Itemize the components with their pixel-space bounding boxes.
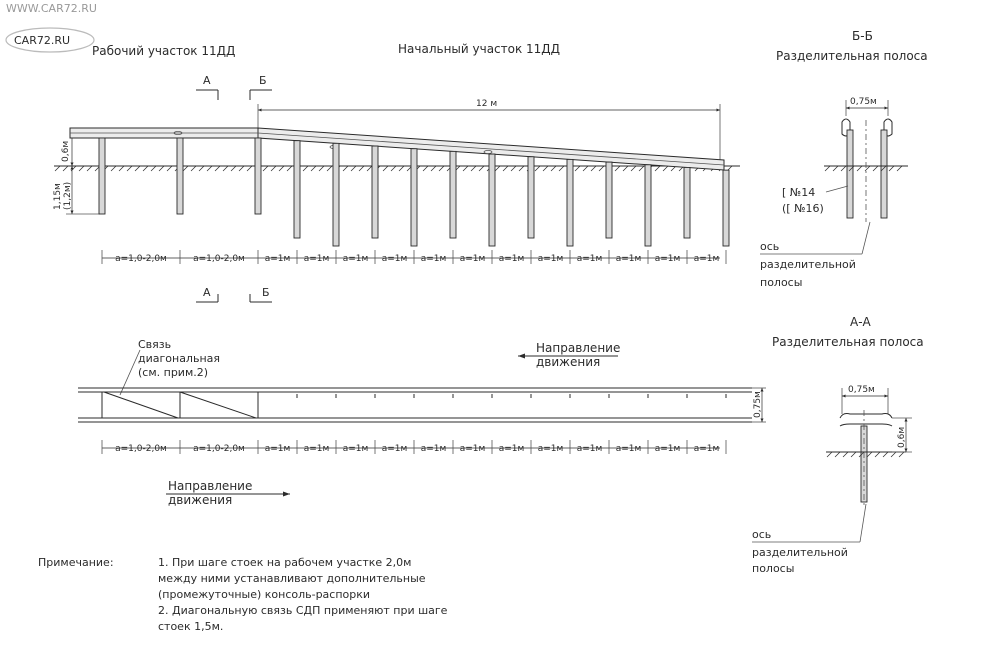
spacing-label: a=1м <box>381 254 408 264</box>
section-marker-b-bottom <box>250 286 272 302</box>
depth-dimension <box>53 166 100 214</box>
note-line-4: 2. Диагональную связь СДП применяют при шаге <box>158 604 448 617</box>
spacing-label: a=1м <box>303 444 330 454</box>
spacing-dimensions-elevation <box>102 250 726 264</box>
post <box>177 138 183 214</box>
svg-text:ось: ось <box>752 528 772 541</box>
svg-text:0,6м: 0,6м <box>897 426 907 448</box>
spacing-label: a=1м <box>615 254 642 264</box>
section-bb-title: Б-Б <box>852 29 873 43</box>
spacing-label: a=1м <box>381 444 408 454</box>
ground-line <box>54 166 740 171</box>
spacing-label: a=1м <box>498 444 525 454</box>
spacing-label: a=1м <box>264 444 291 454</box>
traffic-direction-top <box>518 341 620 369</box>
svg-text:0,75м: 0,75м <box>848 385 875 395</box>
spacing-label: a=1м <box>264 254 291 264</box>
svg-text:разделительной: разделительной <box>760 258 856 271</box>
svg-text:Направление: Направление <box>536 341 621 355</box>
spacing-label: a=1м <box>459 254 486 264</box>
svg-text:диагональная: диагональная <box>138 352 221 365</box>
note-line-5: стоек 1,5м. <box>158 620 224 633</box>
spacing-label: a=1,0-2,0м <box>193 254 245 264</box>
plan-width-dimension <box>752 388 766 422</box>
section-marker-a-bottom <box>196 286 218 302</box>
spacing-label: a=1,0-2,0м <box>115 254 167 264</box>
svg-text:0,6м: 0,6м <box>61 140 71 162</box>
post <box>723 170 729 246</box>
section-bb <box>760 29 928 289</box>
spacing-label: a=1м <box>498 254 525 264</box>
spacing-label: a=1м <box>342 444 369 454</box>
svg-text:Связь: Связь <box>138 338 172 351</box>
section-aa <box>752 315 924 575</box>
spacing-label: a=1м <box>537 444 564 454</box>
spacing-label: a=1м <box>693 444 720 454</box>
spacing-label: a=1м <box>459 444 486 454</box>
svg-text:полосы: полосы <box>752 562 795 575</box>
post <box>606 162 612 238</box>
spacing-label: a=1,0-2,0м <box>115 444 167 454</box>
post <box>99 138 105 214</box>
plan-view <box>78 338 766 507</box>
post <box>645 165 651 246</box>
svg-text:1,15м: 1,15м <box>53 183 63 210</box>
spacing-label: a=1м <box>420 254 447 264</box>
spacing-dimensions-plan <box>102 440 726 454</box>
post <box>489 154 495 246</box>
notes-block <box>38 556 448 633</box>
spacing-label: a=1м <box>303 254 330 264</box>
post <box>333 143 339 246</box>
traffic-direction-bottom <box>166 479 290 507</box>
svg-text:Б: Б <box>262 286 270 299</box>
elevation-view <box>53 42 740 302</box>
post <box>567 159 573 246</box>
post <box>450 151 456 238</box>
spacing-label: a=1м <box>654 254 681 264</box>
spacing-label: a=1м <box>693 254 720 264</box>
svg-text:А: А <box>203 286 211 299</box>
spacing-label: a=1м <box>537 254 564 264</box>
spacing-label: a=1м <box>576 254 603 264</box>
watermark-logo <box>6 28 94 52</box>
svg-text:0,75м: 0,75м <box>753 391 763 418</box>
notes-heading: Примечание: <box>38 556 114 569</box>
post <box>294 141 300 238</box>
note-line-2: между ними устанавливают дополнительные <box>158 572 426 585</box>
svg-text:полосы: полосы <box>760 276 803 289</box>
svg-text:А: А <box>203 74 211 87</box>
section-aa-subtitle: Разделительная полоса <box>772 335 924 349</box>
label-initial-section: Начальный участок 11ДД <box>398 42 561 56</box>
diagonal-bracing-note <box>120 338 220 395</box>
section-bb-subtitle: Разделительная полоса <box>776 49 928 63</box>
note-line-1: 1. При шаге стоек на рабочем участке 2,0м <box>158 556 412 569</box>
svg-text:0,75м: 0,75м <box>850 97 877 107</box>
svg-text:(см. прим.2): (см. прим.2) <box>138 366 209 379</box>
post <box>684 167 690 238</box>
post <box>528 157 534 238</box>
svg-text:Б: Б <box>259 74 267 87</box>
svg-text:движения: движения <box>536 355 601 369</box>
watermark-url: WWW.CAR72.RU <box>6 2 97 15</box>
guard-rail-beam <box>70 128 724 170</box>
plan-rails <box>78 388 752 422</box>
svg-text:(1,2м): (1,2м) <box>63 181 73 210</box>
post <box>411 149 417 246</box>
label-working-section: Рабочий участок 11ДД <box>92 44 236 58</box>
section-aa-title: А-А <box>850 315 871 329</box>
spacing-label: a=1м <box>615 444 642 454</box>
svg-text:Направление: Направление <box>168 479 253 493</box>
svg-text:CAR72.RU: CAR72.RU <box>14 34 71 47</box>
spacing-label: a=1м <box>576 444 603 454</box>
profile-label-1: [ №14 <box>782 186 816 199</box>
profile-label-2: ([ №16) <box>782 202 824 215</box>
section-marker-b-top <box>250 74 272 100</box>
section-marker-a-top <box>196 74 218 100</box>
post <box>372 146 378 238</box>
spacing-label: a=1м <box>342 254 369 264</box>
post <box>255 138 261 214</box>
spacing-label: a=1м <box>654 444 681 454</box>
svg-text:движения: движения <box>168 493 233 507</box>
spacing-label: a=1м <box>420 444 447 454</box>
svg-text:разделительной: разделительной <box>752 546 848 559</box>
plan-posts-group <box>102 392 726 418</box>
spacing-label: a=1,0-2,0м <box>193 444 245 454</box>
svg-text:12 м: 12 м <box>476 99 498 109</box>
note-line-3: (промежуточные) консоль-распорки <box>158 588 371 601</box>
svg-text:ось: ось <box>760 240 780 253</box>
